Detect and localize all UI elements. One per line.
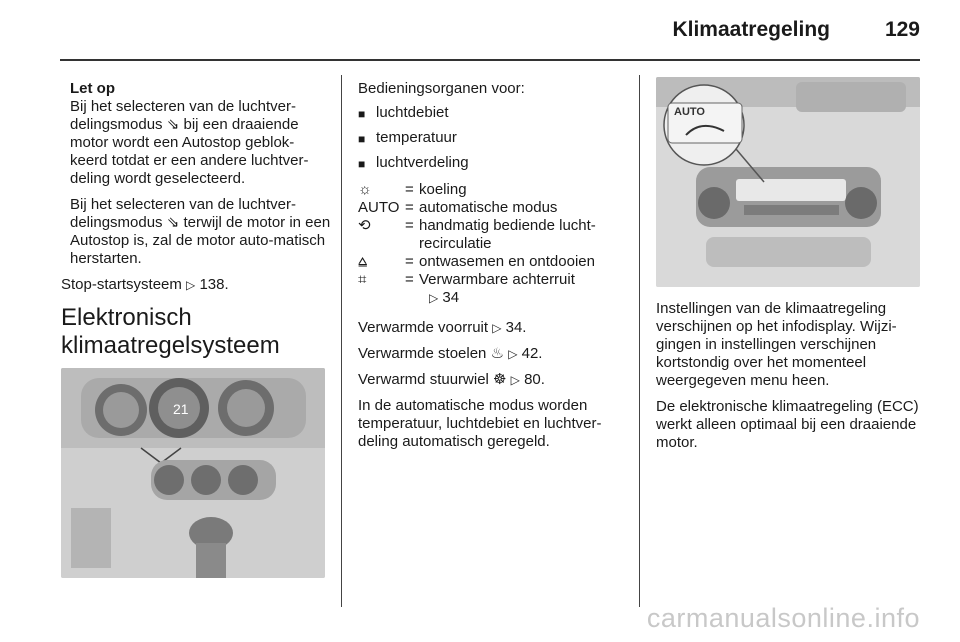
airflow-mode-icon: ⇘ <box>166 116 180 133</box>
stopstart-reference[interactable] <box>61 276 331 294</box>
bullet-text: luchtdebiet <box>376 104 449 121</box>
ref-text: Verwarmde stoelen <box>358 345 491 362</box>
infodisplay-illustration <box>656 77 920 287</box>
note-p1-text: Bij het selecteren van de luchtver-delingsmodus <box>70 98 296 133</box>
column-2 <box>358 80 623 459</box>
console-illustration <box>61 368 325 578</box>
header-rule <box>60 59 920 61</box>
controls-intro: Bedieningsorganen voor: <box>358 80 525 97</box>
stopstart-text: Stop-startsysteem <box>61 276 187 293</box>
console-photo <box>61 368 325 578</box>
bullet-icon: ■ <box>358 157 366 171</box>
rear-window-heating-icon: ⌗ <box>358 271 367 288</box>
column-divider-2 <box>639 75 640 607</box>
ref-text: Verwarmd stuurwiel <box>358 371 494 388</box>
bullet-icon: ■ <box>358 132 366 146</box>
defrost-icon: ⩠ <box>358 253 368 270</box>
reference-arrow-icon: ▷ <box>492 321 502 335</box>
airflow-mode-icon-2: ⇘ <box>166 214 180 231</box>
reference-arrow-icon: ▷ <box>429 291 439 305</box>
page-title: Klimaatregeling <box>672 18 830 41</box>
note-paragraph-1 <box>61 98 331 188</box>
bullet-item <box>358 154 623 173</box>
column-divider-1 <box>341 75 342 607</box>
reference-arrow-icon: ▷ <box>186 278 196 292</box>
cooling-icon: ☼ <box>358 181 372 198</box>
auto-badge: AUTO <box>674 106 705 118</box>
windshield-reference[interactable] <box>358 319 623 337</box>
legend-value: handmatig bediende lucht-recirculatie <box>419 217 596 252</box>
heated-seat-icon: ♨ <box>490 345 505 362</box>
auto-label: AUTO <box>358 199 400 216</box>
info-paragraph-2: De elektronische klimaatregeling (ECC) werkt alleen optimaal bij een draaiende motor. <box>656 398 919 451</box>
ref-text: Verwarmde voorruit <box>358 319 493 336</box>
page-header <box>0 0 960 60</box>
ref-page: 80. <box>524 371 545 388</box>
heated-steering-wheel-icon: ☸ <box>493 371 507 388</box>
ref-page: 42. <box>521 345 543 362</box>
note-box <box>61 80 331 268</box>
section-heading: Elektronisch klimaatregelsysteem <box>61 304 280 359</box>
info-paragraph-1: Instellingen van de klimaatregeling verschijnen op het infodisplay. Wijzi-gingen in instellingen verschijnen kortstondig over het momenteel weergegeven menu heen. <box>656 300 897 389</box>
legend-value: koeling <box>419 181 467 198</box>
note-p1-text-2: bij een draaiende motor wordt een Autostop geblok-keerd totdat er een andere luchtver-deling wordt geselecteerd. <box>70 116 309 187</box>
steering-wheel-reference[interactable] <box>358 371 623 389</box>
legend-value: automatische modus <box>419 199 558 216</box>
legend-value <box>419 271 623 307</box>
legend-row-cooling: ☼ = koeling <box>358 181 623 199</box>
stopstart-page: 138. <box>199 276 229 293</box>
note-p2-text: Bij het selecteren van de luchtver-delingsmodus <box>70 196 296 231</box>
bullet-item <box>358 129 623 148</box>
note-heading: Let op <box>70 80 115 97</box>
temp-display: 21 <box>173 401 189 417</box>
legend-page-ref[interactable]: 34 <box>442 289 460 306</box>
column-3 <box>656 300 921 460</box>
legend-row-defrost: ⩠ = ontwasemen en ontdooien <box>358 253 623 271</box>
page-number: 129 <box>884 18 920 41</box>
recirculation-icon: ⟲ <box>358 217 371 234</box>
ref-page: 34. <box>505 319 527 336</box>
symbol-legend <box>358 181 623 307</box>
legend-value: ontwasemen en ontdooien <box>419 253 595 270</box>
column-1 <box>61 80 331 374</box>
legend-row-recirculation: ⟲ = handmatig bediende lucht-recirculatie <box>358 217 623 253</box>
watermark: carmanualsonline.info <box>646 603 920 633</box>
note-p2-text-2: terwijl de motor in een Autostop is, zal de motor auto-matisch herstarten. <box>70 214 331 267</box>
reference-arrow-icon: ▷ <box>508 347 518 361</box>
reference-arrow-icon: ▷ <box>510 373 520 387</box>
bullet-text: luchtverdeling <box>376 154 469 171</box>
bullet-icon: ■ <box>358 107 366 121</box>
legend-row-auto: AUTO = automatische modus <box>358 199 623 217</box>
infodisplay-photo <box>656 77 920 287</box>
seats-reference[interactable] <box>358 345 623 363</box>
auto-mode-text: In de automatische modus worden temperatuur, luchtdebiet en luchtver-deling automatisch geregeld. <box>358 397 602 450</box>
bullet-item <box>358 104 623 123</box>
bullet-text: temperatuur <box>376 129 457 146</box>
legend-text: Verwarmbare achterruit <box>419 271 575 288</box>
note-paragraph-2 <box>61 196 331 268</box>
legend-row-rear-window: ⌗ = Verwarmbare achterruit ▷ 34 <box>358 271 623 307</box>
